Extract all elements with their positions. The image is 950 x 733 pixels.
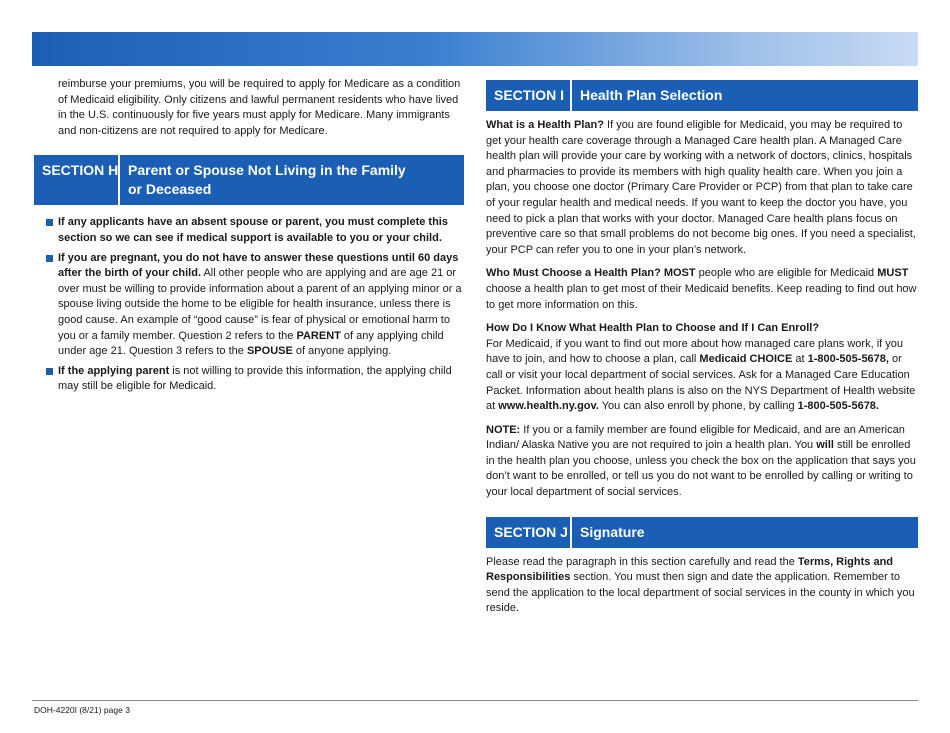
phone-number: 1-800-505-5678,: [807, 353, 889, 366]
bullet-item: If you are pregnant, you do not have to answer these questions until 60 days after the birth of your child. All other people who are applying and are age 21 or over must be willing to provide information about a parent of an applying minor or a spouse living outside the home to be eligible for health insurance, unless there is good cause. An example of “good cause” is fear of physical or emotional harm to you or a family member. Question 2 refers to the PARENT of any applying child under age 21. Question 3 refers to the SPOUSE of anyone applying.: [34, 251, 464, 360]
section-h-title: Parent or Spouse Not Living in the Family or Deceased: [128, 162, 406, 198]
health-plan-paragraph: What is a Health Plan? If you are found eligible for Medicaid, you may be required to get your health care coverage through a Managed Care health plan. A Managed Care health plan will provide your care by working with a network of doctors, clinics, hospitals and pharmacies to provide its members with high quality health care. When you join a plan, you choose one doctor (Primary Care Provider or PCP) from that plan to take care of your regular health and medical needs. If you want to keep the doctor you have, you need to pick a plan that works with your doctor. Managed Care health plans focus on preventive care so that small problems do not become big ones. If you need a specialist, your PCP can refer you to one in your plan’s network.: [486, 119, 916, 256]
phone-number: 1-800-505-5678.: [797, 400, 879, 413]
section-i-title: Health Plan Selection: [580, 87, 723, 103]
bullet-square-icon: [46, 368, 53, 375]
section-j-header: [486, 517, 918, 548]
section-h-label: SECTION H: [34, 155, 120, 205]
header-band: [32, 32, 918, 66]
how-to-enroll-paragraph: How Do I Know What Health Plan to Choose and If I Can Enroll? For Medicaid, if you want to find out more about how managed care plans work, if you have to join, and how to choose a plan, call Medicaid CHOICE at 1-800-505-5678, or call or visit your local department of social services. Ask for a Managed Care Education Packet. Information about health plans is also on the NYS Department of Health website at www.health.ny.gov. You can also enroll by phone, by calling 1-800-505-5678.: [486, 322, 916, 413]
how-to-enroll-heading: How Do I Know What Health Plan to Choose and If I Can Enroll?: [486, 322, 820, 335]
who-must-choose-paragraph: Who Must Choose a Health Plan? MOST people who are eligible for Medicaid MUST choose a health plan to get most of their Medicaid benefits. Keep reading to find out how to get more information on this.: [486, 267, 917, 311]
section-j-title: Signature: [580, 523, 645, 540]
bullet-item: If the applying parent is not willing to provide this information, the applying child may still be eligible for Medicaid.: [34, 364, 464, 395]
bullet-square-icon: [46, 255, 53, 262]
note-paragraph: NOTE: If you or a family member are found eligible for Medicaid, and are an American Indian/ Alaska Native you are not required to join a health plan. You will still be enrolled in the health plan you choose, unless you check the box on the application that says you don’t want to be enrolled, or tell us you do not want to be enrolled by calling or writing to your local department of social services.: [486, 423, 916, 499]
left-column: [34, 77, 464, 399]
bullet-item: If any applicants have an absent spouse or parent, you must complete this section so we can see if medical support is available to you or your child.: [34, 215, 464, 246]
signature-paragraph: Please read the paragraph in this section carefully and read the Terms, Rights and Responsibilities section. You must then sign and date the application. Remember to send the application to the local department of social services in the county in which you reside.: [486, 555, 915, 615]
footer-divider: [32, 700, 918, 701]
website-url: www.health.ny.gov.: [498, 400, 599, 413]
section-h-header: [34, 155, 464, 205]
intro-paragraph: reimburse your premiums, you will be required to apply for Medicare as a condition of Medicaid eligibility. Only citizens and lawful permanent residents who have lived in the U.S. continuously for five years must apply for Medicare. Many immigrants and non-citizens are not required to apply for Medicare.: [58, 78, 461, 137]
section-h-bullets: [34, 215, 464, 395]
section-i-label: SECTION I: [486, 80, 572, 111]
section-j-label: SECTION J: [486, 517, 572, 548]
section-i-header: [486, 80, 918, 111]
right-column: [486, 80, 918, 617]
footer-form-id: DOH-4220I (8/21) page 3: [34, 705, 130, 715]
bullet-square-icon: [46, 219, 53, 226]
